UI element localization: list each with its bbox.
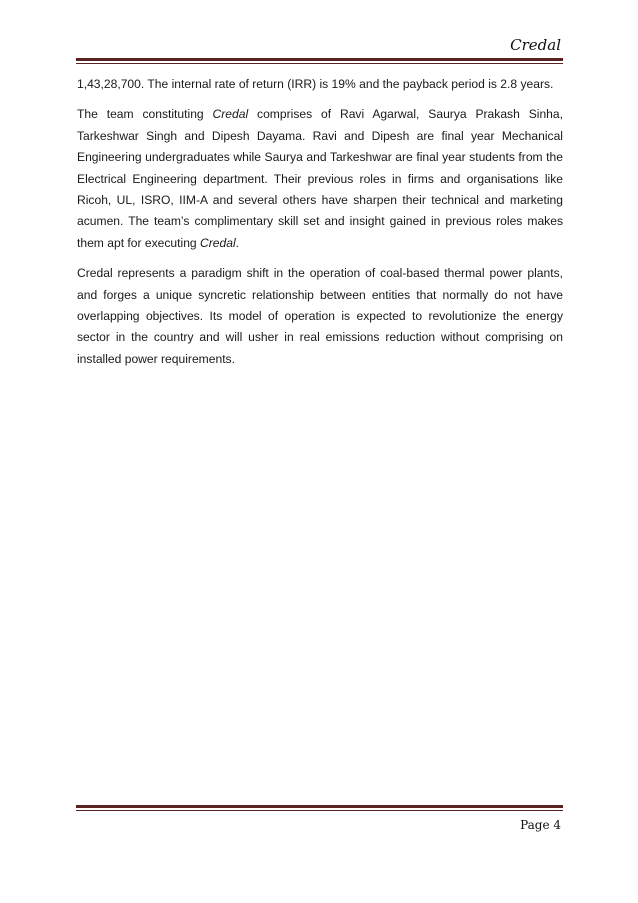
paragraph-2-after: . — [235, 235, 240, 250]
footer-divider-thick — [76, 805, 563, 808]
paragraph-3: Credal represents a paradigm shift in the operation of coal-based thermal power plants, and forges a unique syncretic relationship between entities that normally do not have overlapping objectives. Its model of operation is expected to revolutionize the energy sector in the country and will usher in real emissions reduction without comprising on installed power requirements. — [77, 266, 563, 366]
header-divider — [76, 58, 563, 64]
header-divider-thin — [76, 63, 563, 64]
page-number: Page 4 — [520, 818, 561, 832]
paragraph-2-before: The team constituting — [77, 107, 213, 122]
paragraph-2 — [77, 104, 563, 254]
paragraph-2-middle: comprises of Ravi Agarwal, Saurya Prakash Sinha, Tarkeshwar Singh and Dipesh Dayama. Ravi and Dipesh are final year Mechanical Engineering undergraduates while Saurya and Tarkeshwar are final year students from the Electrical Engineering department. Their previous roles in firms and organisations like Ricoh, UL, ISRO, IIM-A and several others have sharpen their technical and marketing acumen. The team’s complimentary skill set and insight gained in previous roles makes them apt for executing — [77, 107, 563, 250]
credal-emphasis-2: Credal — [200, 235, 236, 250]
credal-emphasis-1: Credal — [212, 107, 249, 122]
document-body — [77, 74, 563, 379]
header-title: Credal — [510, 36, 561, 54]
paragraph-1: 1,43,28,700. The internal rate of return (IRR) is 19% and the payback period is 2.8 years. — [77, 77, 554, 91]
footer-divider-thin — [76, 810, 563, 811]
header-divider-thick — [76, 58, 563, 61]
footer-divider — [76, 805, 563, 811]
